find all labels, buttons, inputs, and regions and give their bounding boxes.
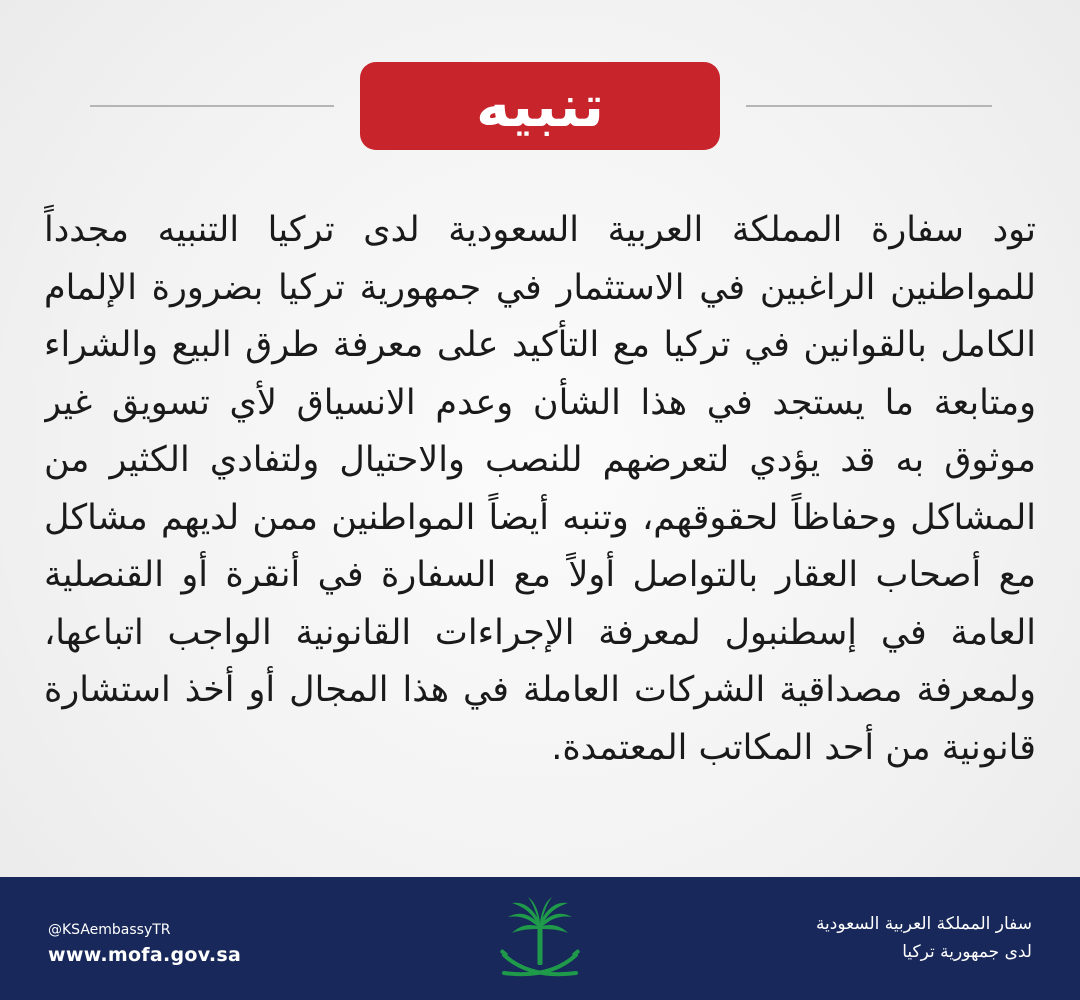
website-link: www.mofa.gov.sa xyxy=(48,944,242,966)
footer-contact xyxy=(48,919,241,969)
org-name-line2: لدى جمهورية تركيا xyxy=(902,942,1032,962)
palm-and-swords-emblem-icon xyxy=(490,895,590,987)
title-divider-right xyxy=(746,105,992,107)
title-row xyxy=(0,62,1080,150)
announcement-body: تود سفارة المملكة العربية السعودية لدى تركيا التنبيه مجدداً للمواطنين الراغبين في الاستثمار في جمهورية تركيا بضرورة الإلمام الكامل بالقوانين في تركيا مع التأكيد على معرفة طرق البيع والشراء ومتابعة ما يستجد في هذا الشأن وعدم الانسياق لأي تسويق غير موثوق به قد يؤدي لتعرضهم للنصب والاحتيال ولتفادي الكثير من المشاكل وحفاظاً لحقوقهم، وتنبه أيضاً المواطنين ممن لديهم مشاكل مع أصحاب العقار بالتواصل أولاً مع السفارة في أنقرة أو القنصلية العامة في إسطنبول لمعرفة الإجراءات القانونية الواجب اتباعها، ولمعرفة مصداقية الشركات العاملة في هذا المجال أو أخذ استشارة قانونية من أحد المكاتب المعتمدة. xyxy=(44,210,1036,768)
title-banner xyxy=(360,62,720,150)
footer-bar xyxy=(0,877,1080,1000)
social-handle: @KSAembassyTR xyxy=(48,922,171,938)
title-divider-left xyxy=(90,105,334,107)
page-title: تنبيه xyxy=(476,72,604,140)
org-name-line1: سفار المملكة العربية السعودية xyxy=(815,914,1032,934)
footer-org xyxy=(732,910,1032,966)
